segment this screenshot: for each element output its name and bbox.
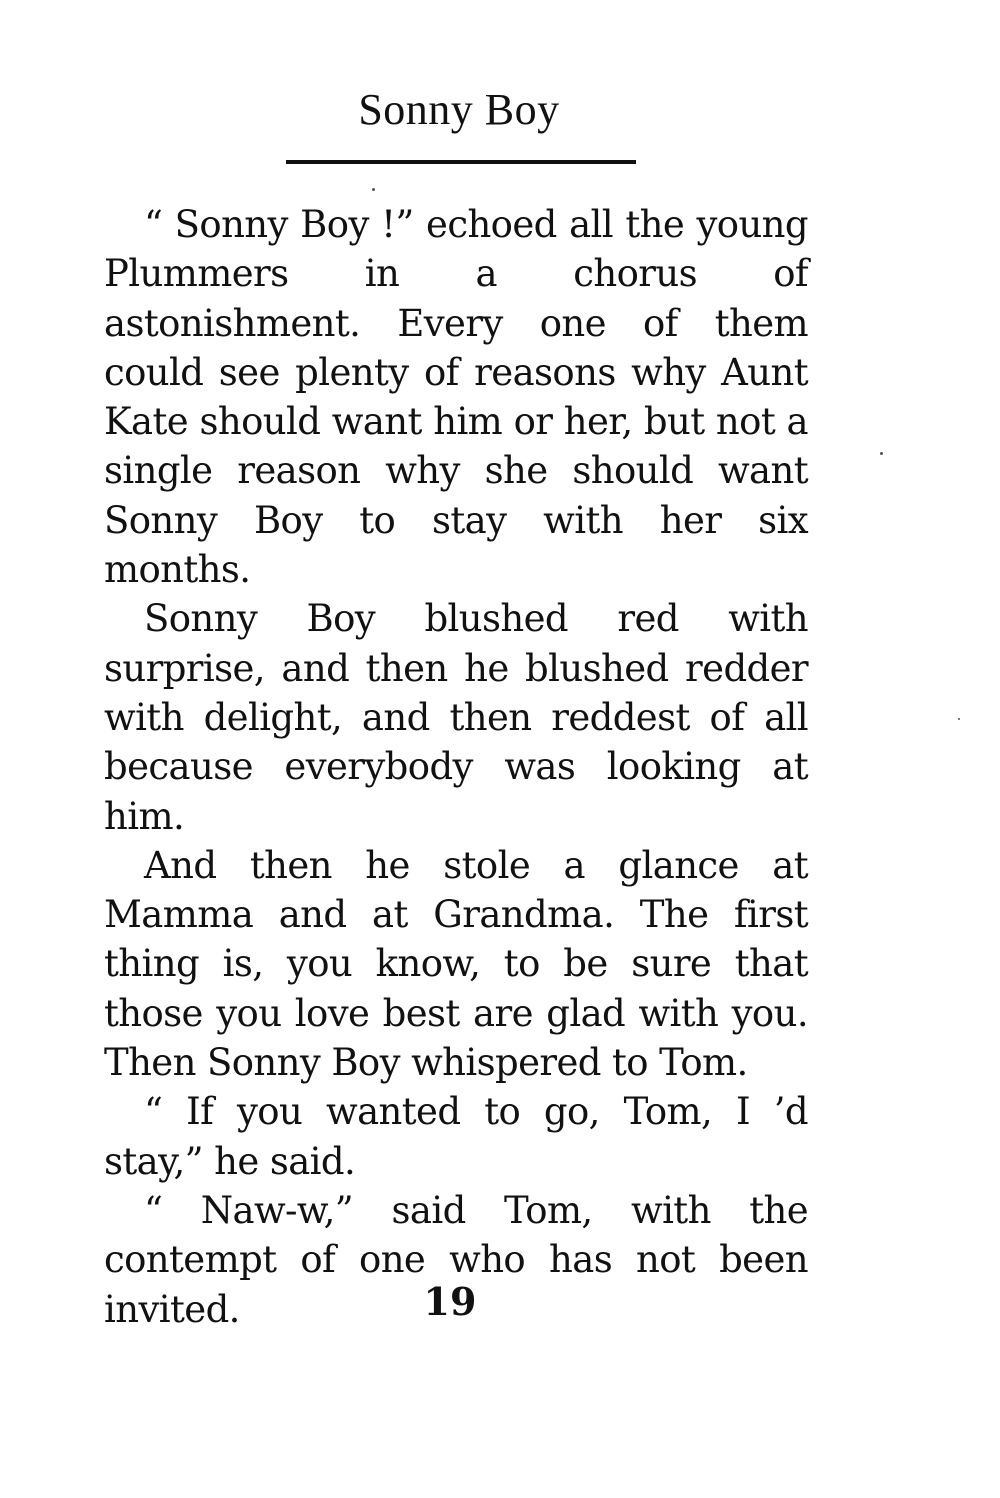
paragraph-4: “ If you wanted to go, Tom, I ’d stay,” he said. xyxy=(104,1090,808,1183)
scan-speck xyxy=(880,452,883,455)
running-head: Sonny Boy xyxy=(358,85,560,134)
scan-speck xyxy=(958,718,960,720)
page-number: 19 xyxy=(423,1279,477,1324)
body-text xyxy=(104,200,808,1334)
paragraph-3: And then he stole a glance at Mamma and at Grandma. The first thing is, you know, to be sure that those you love best are glad with you. Then Sonny Boy whispered to Tom. xyxy=(104,843,808,1085)
scan-speck xyxy=(372,188,375,191)
paragraph-1: “ Sonny Boy !” echoed all the young Plummers in a chorus of astonishment. Every one of them could see plenty of reasons why Aunt Kate should want him or her, but not a single reason why she should want Sonny Boy to stay with her six months. xyxy=(104,203,808,592)
head-rule xyxy=(286,160,636,164)
paragraph-2: Sonny Boy blushed red with surprise, and then he blushed redder with delight, and then reddest of all because everybody was looking at him. xyxy=(104,597,808,838)
paragraph-5: “ Naw-w,” said Tom, with the contempt of one who has not been invited. xyxy=(104,1188,808,1331)
